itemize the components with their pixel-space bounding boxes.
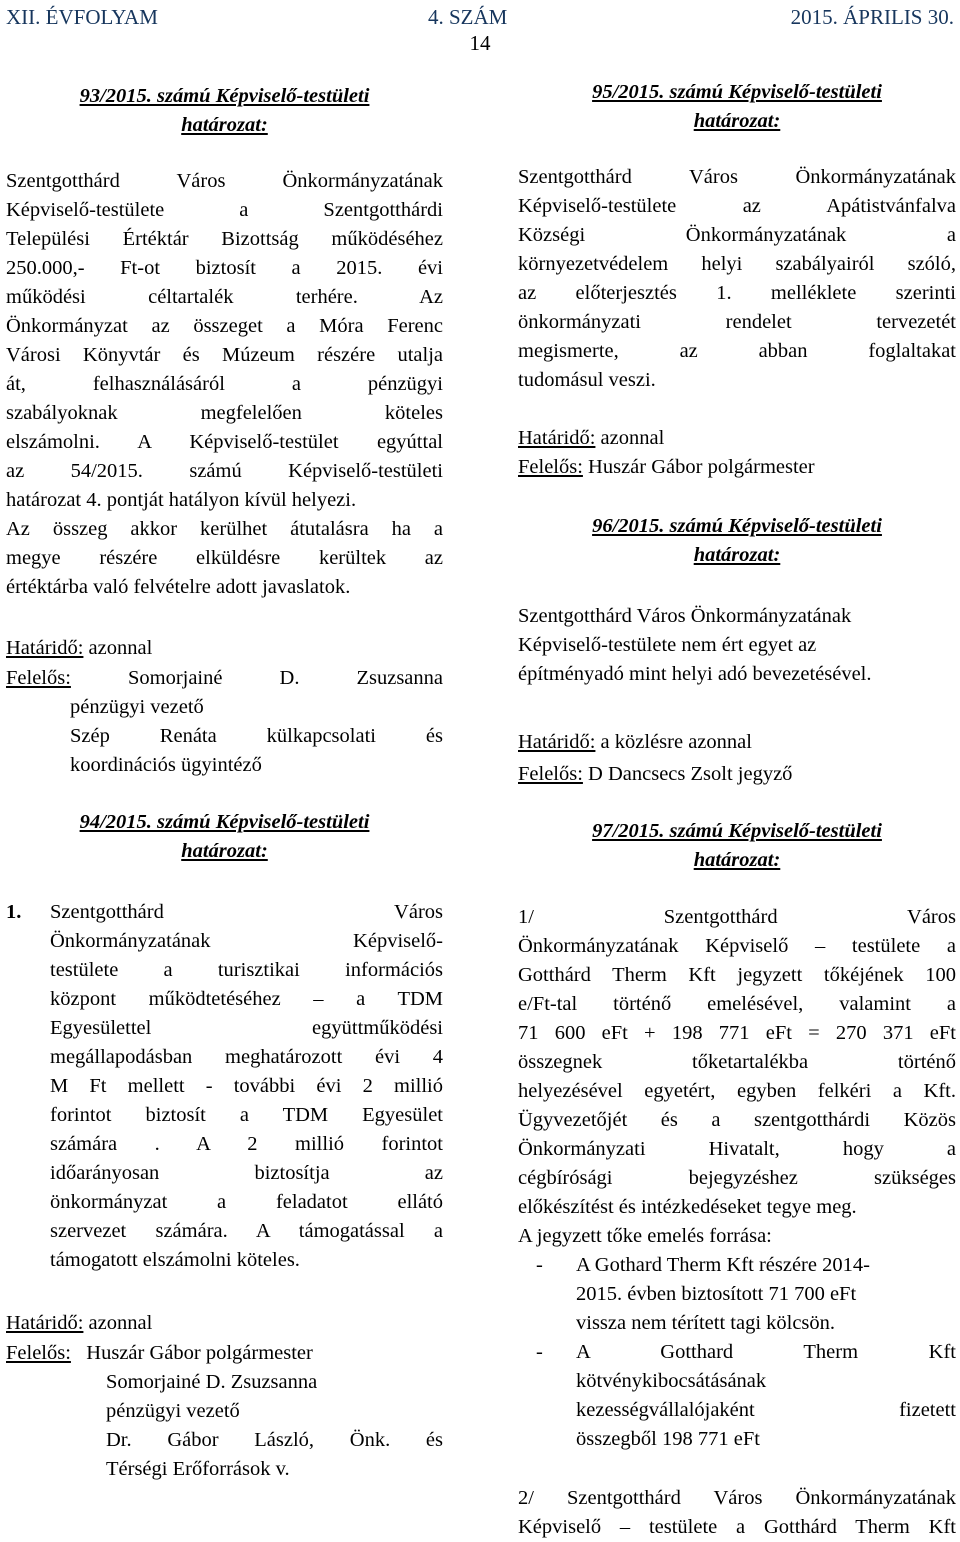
- resolution-94-body: 1. Szentgotthárd Város Önkormányzatának Képviselő- testülete a turisztikai információs központ működtetéséhez – a TDM Egyesülettel együttműködési megállapodásban meghatározott évi 4 M Ft mellett - további évi 2 millió forintot biztosít a TDM Egyesület számára . A 2 millió forintot időarányosan biztosítja az önkormányzat a feladatot ellátó szervezet számára. A támogatással a támogatott elszámolni köteles.: [6, 898, 443, 1275]
- header-volume: XII. ÉVFOLYAM: [6, 5, 158, 29]
- funding-source-item: - A Gothard Therm Kft részére 2014- 2015. évben biztosított 71 700 eFt vissza nem térített tagi kölcsön.: [536, 1254, 870, 1334]
- resolution-94-responsible: Felelős: Huszár Gábor polgármester Somorjainé D. Zsuzsanna pénzügyi vezető Dr. Gábor László, Önk. és Térségi Erőforrások v.: [6, 1342, 443, 1480]
- resolution-94-deadline: Határidő: azonnal: [6, 1312, 153, 1334]
- resolution-96-title: 96/2015. számú Képviselő-testületi határozat:: [592, 515, 882, 566]
- header-date: 2015. ÁPRILIS 30.: [790, 5, 954, 29]
- resolution-97-point-2: 2/ Szentgotthárd Város Önkormányzatának Képviselő – testülete a Gotthárd Therm Kft: [518, 1487, 956, 1538]
- resolution-95-body: Szentgotthárd Város Önkormányzatának Képviselő-testülete az Apátistvánfalva Községi Önkormányzatának a környezetvédelem helyi szabályairól szóló, az előterjesztés 1. melléklete szerinti önkormányzati rendelet tervezetét megismerte, az abban foglaltakat tudomásul veszi.: [518, 166, 956, 391]
- resolution-93-responsible: Felelős: Somorjainé D. Zsuzsanna pénzügyi vezető Szép Renáta külkapcsolati és koordinációs ügyintéző: [6, 667, 444, 776]
- resolution-95-deadline: Határidő: azonnal: [518, 427, 665, 449]
- header-issue: 4. SZÁM: [428, 5, 508, 29]
- resolution-97-title: 97/2015. számú Képviselő-testületi határozat:: [592, 820, 882, 871]
- resolution-95-responsible: Felelős: Huszár Gábor polgármester: [518, 456, 815, 478]
- resolution-96-body: Szentgotthárd Város Önkormányzatának Képviselő-testülete nem ért egyet az építményadó mint helyi adó bevezetésével.: [518, 605, 872, 685]
- page-number: 14: [469, 31, 491, 55]
- funding-source-item: - A Gotthard Therm Kft kötvénykibocsátásának kezességvállalójaként fizetett összegből 198 771 eFt: [536, 1341, 956, 1450]
- resolution-97-body: 1/ Szentgotthárd Város Önkormányzatának Képviselő – testülete a Gotthárd Therm Kft jegyzett tőkéjének 100 e/Ft-tal történő emelésével, valamint a 71 600 eFt + 198 771 eFt = 270 371 eFt összegnek tőketartalékba történő helyezésével egyetért, egyben felkéri a Kft. Ügyvezetőjét és a szentgotthárdi Közös Önkormányzati Hivatalt, hogy a cégbírósági bejegyzéshez szükséges előkészítést és intézkedéseket tegye meg. A jegyzett tőke emelés forrása: - A Gothard Therm Kft részére 2014- 2015. évben biztosított 71 700 eFt vissza nem térített tagi kölcsön. - A Gotthard Therm Kft kötvénykibocsátásának kezességvállalójaként fizetett összegből 198 771 eFt: [518, 903, 956, 1454]
- resolution-93-title: 93/2015. számú Képviselő-testületi határozat:: [79, 85, 370, 136]
- resolution-96-responsible: Felelős: D Dancsecs Zsolt jegyző: [518, 763, 793, 785]
- resolution-94-item-number: 1.: [6, 901, 22, 923]
- resolution-93-body: Szentgotthárd Város Önkormányzatának Képviselő-testülete a Szentgotthárdi Települési Értéktár Bizottság működéséhez 250.000,- Ft-ot biztosít a 2015. évi működési céltartalék terhére. Az Önkormányzat az összeget a Móra Ferenc Városi Könyvtár és Múzeum részére utalja át, felhasználásáról a pénzügyi szabályoknak megfelelően köteles elszámolni. A Képviselő-testület egyúttal az 54/2015. számú Képviselő-testületi határozat 4. pontját hatályon kívül helyezi. Az összeg akkor kerülhet átutalásra ha a megye részére elküldésre kerültek az értéktárba való felvételre adott javaslatok.: [6, 170, 443, 598]
- resolution-94-title: 94/2015. számú Képviselő-testületi határozat:: [79, 811, 370, 862]
- resolution-96-deadline: Határidő: a közlésre azonnal: [518, 731, 752, 753]
- resolution-93-deadline: Határidő: azonnal: [6, 637, 153, 659]
- resolution-95-title: 95/2015. számú Képviselő-testületi határozat:: [592, 81, 882, 132]
